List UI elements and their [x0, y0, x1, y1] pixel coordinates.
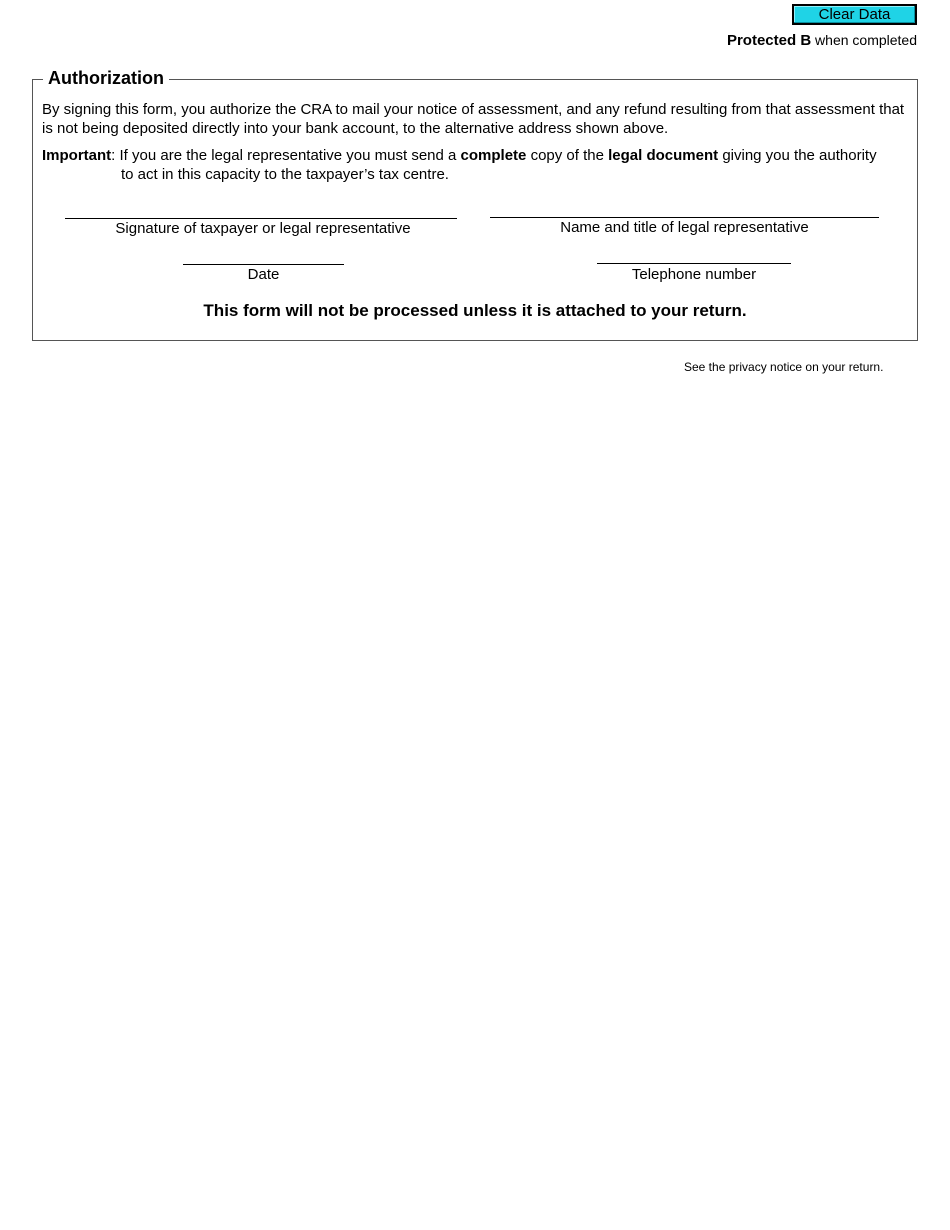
protected-when-completed: when completed: [811, 32, 917, 48]
important-note: [42, 146, 912, 184]
protected-b-notice: [727, 32, 917, 49]
important-text-2: copy of the: [526, 147, 609, 164]
signature-field[interactable]: [65, 218, 457, 219]
important-text-3: giving you the authority: [718, 147, 877, 164]
date-field[interactable]: [183, 264, 344, 265]
telephone-field[interactable]: [597, 263, 791, 264]
name-title-label: Name and title of legal representative: [560, 219, 809, 236]
signature-label: Signature of taxpayer or legal representative: [115, 220, 411, 237]
protected-b-label: Protected B: [726, 32, 812, 49]
important-label: Important: [42, 147, 112, 164]
privacy-notice: See the privacy notice on your return.: [684, 360, 884, 374]
clear-data-button[interactable]: Clear Data: [792, 4, 917, 25]
authorization-title: Authorization: [43, 67, 169, 89]
important-line-2: to act in this capacity to the taxpayer’s tax centre.: [121, 166, 449, 183]
date-label: Date: [247, 266, 280, 283]
important-text-1: : If you are the legal representative you must send a: [111, 147, 461, 164]
important-bold-legal-document: legal document: [608, 147, 719, 164]
name-title-field[interactable]: [490, 217, 879, 218]
telephone-label: Telephone number: [631, 266, 757, 283]
processing-warning: This form will not be processed unless it is attached to your return.: [203, 301, 747, 320]
important-bold-complete: complete: [460, 147, 527, 164]
authorization-paragraph: By signing this form, you authorize the CRA to mail your notice of assessment, and any refund resulting from that assessment that is not being deposited directly into your bank account, to the alternative address shown above.: [42, 101, 905, 137]
authorization-section: [32, 68, 918, 341]
